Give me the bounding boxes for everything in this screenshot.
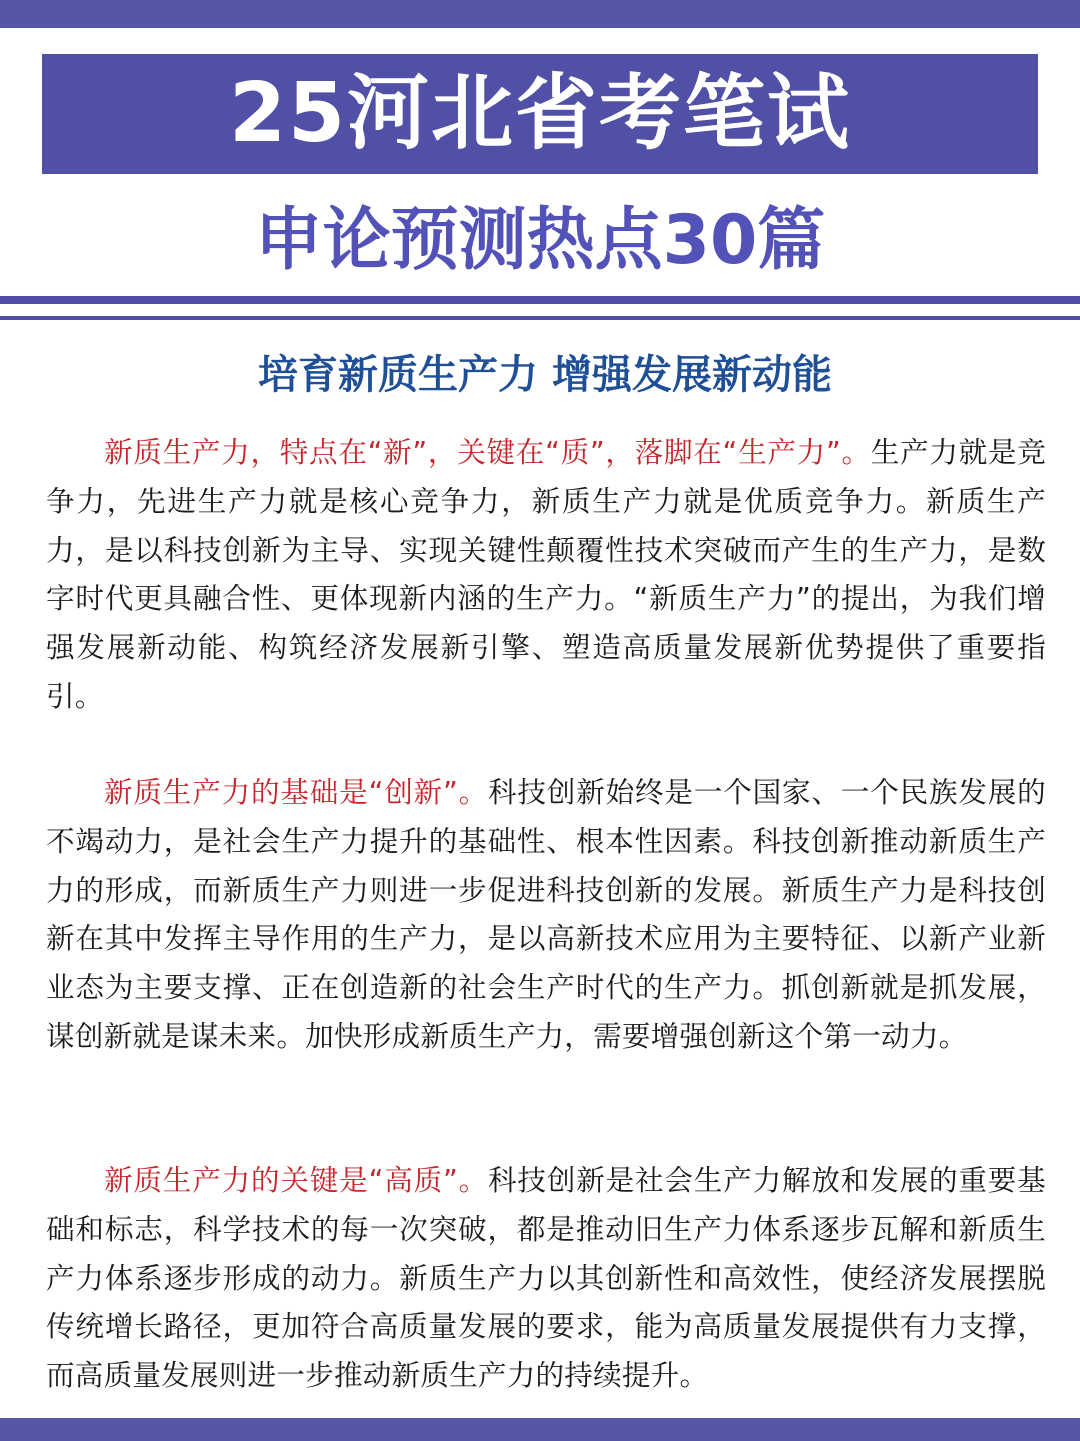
paragraph-body: 科技创新是社会生产力解放和发展的重要基础和标志，科学技术的每一次突破，都是推动旧生产力体系逐步瓦解和新质生产力体系逐步形成的动力。新质生产力以其创新性和高效性，使经济发展摆脱传统增长路径，更加符合高质量发展的要求，能为高质量发展提供有力支撑，而高质量发展则进一步推动新质生产力的持续提升。 — [46, 1163, 1046, 1393]
paragraph-3 — [46, 1156, 1046, 1400]
section-heading: 培育新质生产力 增强发展新动能 — [258, 351, 832, 398]
page-subtitle: 申论预测热点30篇 — [254, 201, 826, 280]
paragraph-1 — [46, 428, 1046, 721]
paragraph-lead: 新质生产力，特点在“新”，关键在“质”，落脚在“生产力”。 — [104, 435, 871, 469]
divider-thin — [0, 316, 1080, 320]
page-title: 25河北省考笔试 — [228, 66, 852, 161]
title-banner — [42, 54, 1038, 174]
paragraph-body: 科技创新始终是一个国家、一个民族发展的不竭动力，是社会生产力提升的基础性、根本性因素。科技创新推动新质生产力的形成，而新质生产力则进一步促进科技创新的发展。新质生产力是科技创新在其中发挥主导作用的生产力，是以高新技术应用为主要特征、以新产业新业态为主要支撑、正在创造新的社会生产时代的生产力。抓创新就是抓发展，谋创新就是谋未来。加快形成新质生产力，需要增强创新这个第一动力。 — [46, 775, 1046, 1053]
top-decorative-bar — [0, 0, 1080, 28]
paragraph-body: 生产力就是竞争力，先进生产力就是核心竞争力，新质生产力就是优质竞争力。新质生产力，是以科技创新为主导、实现关键性颠覆性技术突破而产生的生产力，是数字时代更具融合性、更体现新内涵的生产力。“新质生产力”的提出，为我们增强发展新动能、构筑经济发展新引擎、塑造高质量发展新优势提供了重要指引。 — [46, 435, 1046, 713]
paragraph-lead: 新质生产力的关键是“高质”。 — [104, 1163, 489, 1197]
divider-thick — [0, 296, 1080, 304]
paragraph-lead: 新质生产力的基础是“创新”。 — [104, 775, 489, 809]
paragraph-2 — [46, 768, 1046, 1061]
bottom-decorative-bar — [0, 1418, 1080, 1441]
